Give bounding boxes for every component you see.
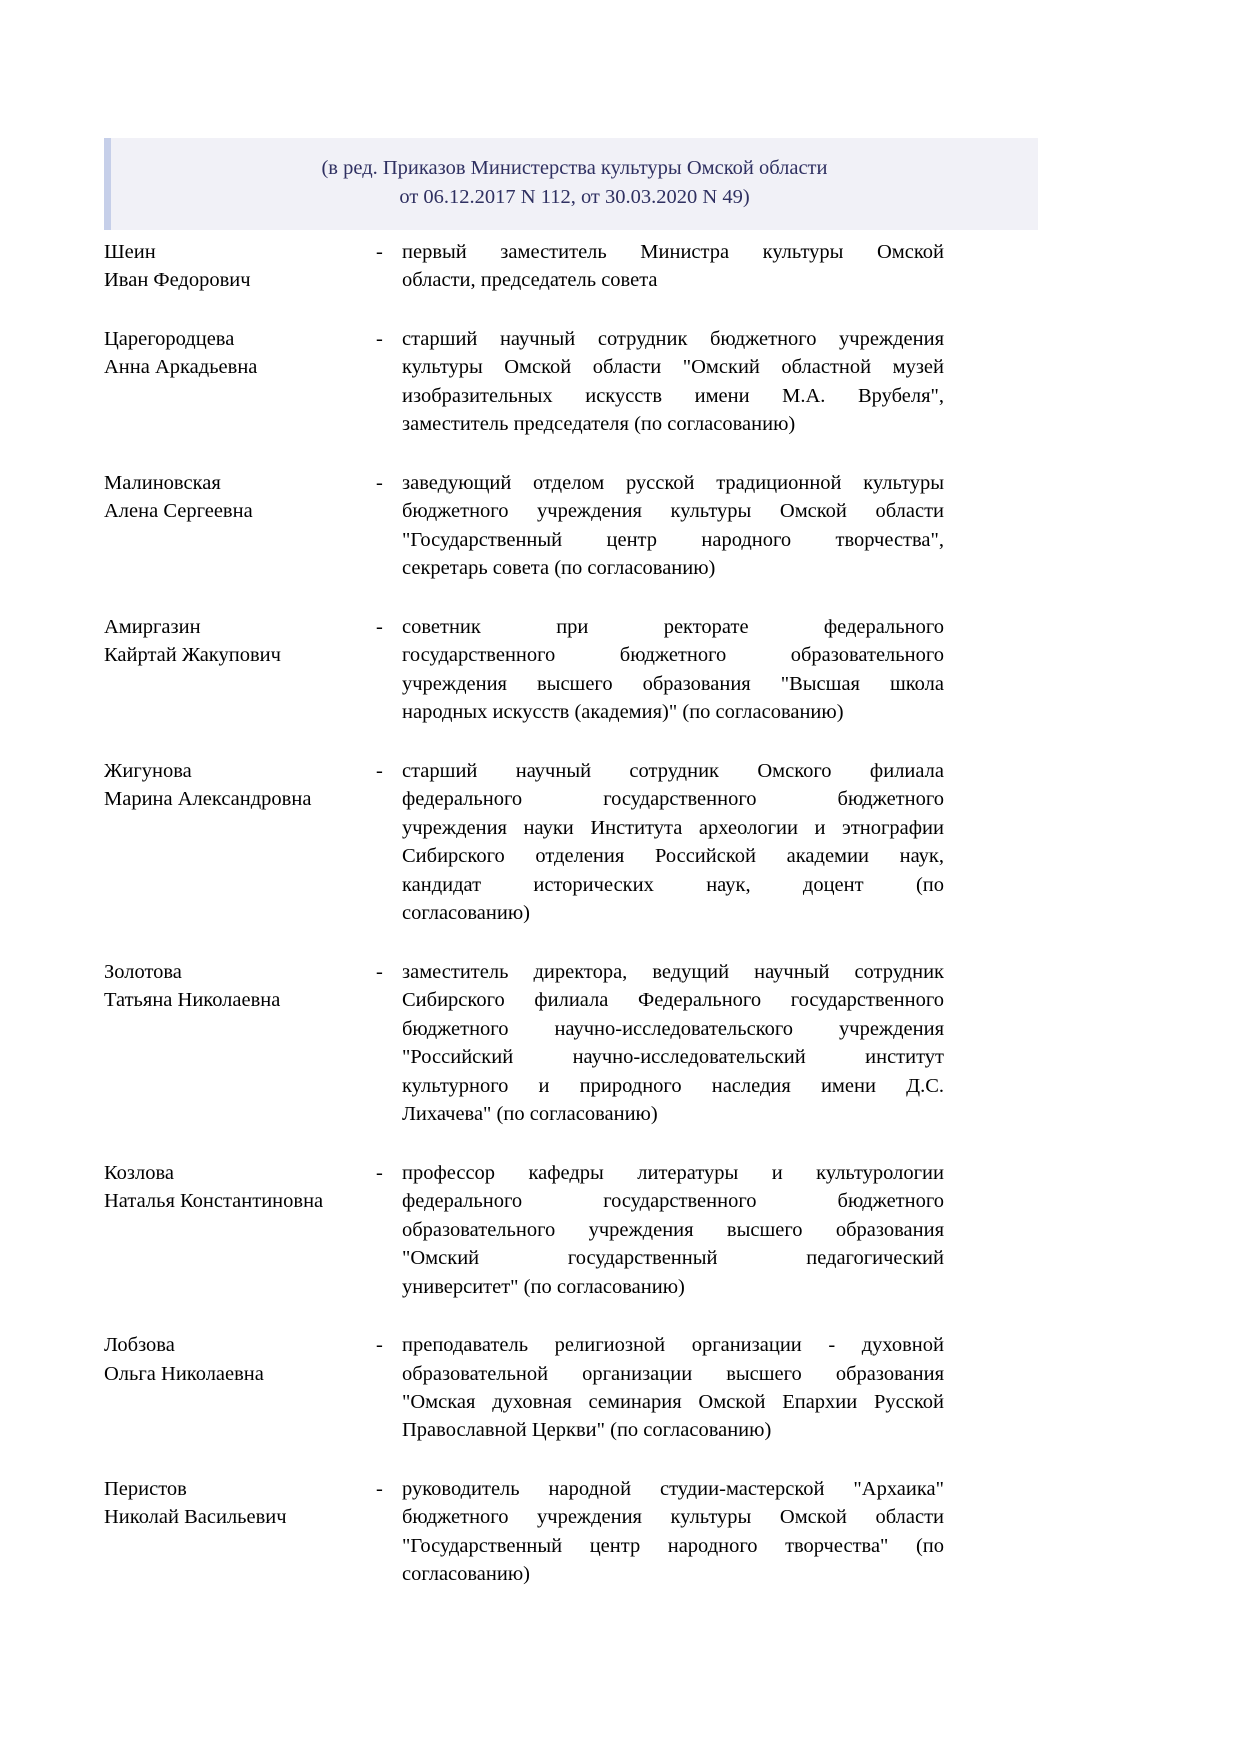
member-role-description bbox=[402, 613, 944, 727]
description-line: Сибирского филиала Федерального государственного bbox=[402, 989, 944, 1012]
description-line: согласованию) bbox=[402, 1563, 530, 1586]
description-line: народных искусств (академия)" (по согласованию) bbox=[402, 701, 844, 724]
member-surname: Жигунова bbox=[104, 759, 192, 782]
description-line: образовательной организации высшего образования bbox=[402, 1362, 944, 1385]
description-line: бюджетного учреждения культуры Омской области bbox=[402, 500, 944, 523]
description-line: федерального государственного бюджетного bbox=[402, 788, 944, 811]
member-role-description bbox=[402, 1331, 944, 1445]
description-line: "Омский государственный педагогический bbox=[402, 1247, 944, 1270]
description-line: "Государственный центр народного творчества", bbox=[402, 528, 944, 551]
member-given-name: Кайртай Жакупович bbox=[104, 644, 281, 667]
member-role-description bbox=[402, 325, 944, 439]
member-surname: Царегородцева bbox=[104, 327, 235, 350]
member-name bbox=[104, 238, 372, 295]
member-name bbox=[104, 469, 372, 526]
amendment-note-box bbox=[104, 138, 1038, 230]
description-line: заведующий отделом русской традиционной культуры bbox=[402, 471, 944, 494]
description-line: "Государственный центр народного творчества" (по bbox=[402, 1534, 944, 1557]
member-name bbox=[104, 757, 372, 814]
member-surname: Малиновская bbox=[104, 471, 221, 494]
description-line: старший научный сотрудник Омского филиала bbox=[402, 759, 944, 782]
description-line: профессор кафедры литературы и культурологии bbox=[402, 1161, 944, 1184]
roster-entry bbox=[104, 1331, 944, 1445]
description-line: "Российский научно-исследовательский институт bbox=[402, 1046, 944, 1069]
member-role-description bbox=[402, 757, 944, 928]
member-given-name: Марина Александровна bbox=[104, 788, 312, 811]
description-line: руководитель народной студии-мастерской "Архаика" bbox=[402, 1477, 944, 1500]
member-name bbox=[104, 613, 372, 670]
description-line: секретарь совета (по согласованию) bbox=[402, 557, 716, 580]
member-given-name: Ольга Николаевна bbox=[104, 1362, 264, 1385]
member-name bbox=[104, 325, 372, 382]
description-line: учреждения высшего образования "Высшая школа bbox=[402, 672, 944, 695]
member-name bbox=[104, 1331, 372, 1388]
member-role-description bbox=[402, 1159, 944, 1301]
member-role-description bbox=[402, 469, 944, 583]
roster-entry bbox=[104, 1159, 944, 1301]
name-description-separator: - bbox=[376, 1334, 383, 1357]
description-line: согласованию) bbox=[402, 902, 530, 925]
description-line: области, председатель совета bbox=[402, 269, 658, 292]
member-surname: Козлова bbox=[104, 1161, 174, 1184]
amendment-note-line-2: от 06.12.2017 N 112, от 30.03.2020 N 49) bbox=[399, 186, 750, 209]
name-description-separator: - bbox=[376, 1477, 383, 1500]
name-description-separator: - bbox=[376, 759, 383, 782]
member-role-description bbox=[402, 238, 944, 295]
description-line: федерального государственного бюджетного bbox=[402, 1190, 944, 1213]
member-given-name: Иван Федорович bbox=[104, 269, 251, 292]
amendment-note-line-1: (в ред. Приказов Министерства культуры Омской области bbox=[321, 157, 828, 179]
member-surname: Амиргазин bbox=[104, 615, 201, 638]
member-name bbox=[104, 958, 372, 1015]
member-surname: Лобзова bbox=[104, 1334, 175, 1357]
name-description-separator: - bbox=[376, 1161, 383, 1184]
name-description-separator: - bbox=[376, 471, 383, 494]
member-given-name: Николай Васильевич bbox=[104, 1506, 287, 1529]
roster-entry bbox=[104, 325, 944, 439]
description-line: Лихачева" (по согласованию) bbox=[402, 1103, 658, 1126]
description-line: культурного и природного наследия имени Д.С. bbox=[402, 1074, 944, 1097]
description-line: государственного бюджетного образовательного bbox=[402, 644, 944, 667]
name-description-separator: - bbox=[376, 960, 383, 983]
member-surname: Шеин bbox=[104, 241, 156, 263]
name-description-separator: - bbox=[376, 615, 383, 638]
member-given-name: Анна Аркадьевна bbox=[104, 356, 258, 379]
member-name bbox=[104, 1159, 372, 1216]
description-line: культуры Омской области "Омский областной музей bbox=[402, 356, 944, 379]
council-members-roster bbox=[104, 238, 944, 1589]
member-surname: Перистов bbox=[104, 1477, 187, 1500]
roster-entry bbox=[104, 958, 944, 1129]
name-description-separator: - bbox=[376, 241, 383, 263]
description-line: бюджетного научно-исследовательского учреждения bbox=[402, 1017, 944, 1040]
description-line: первый заместитель Министра культуры Омской bbox=[402, 241, 944, 263]
description-line: заместитель председателя (по согласованию) bbox=[402, 413, 796, 436]
description-line: кандидат исторических наук, доцент (по bbox=[402, 873, 944, 896]
description-line: советник при ректорате федерального bbox=[402, 615, 944, 638]
roster-entry bbox=[104, 1475, 944, 1589]
description-line: изобразительных искусств имени М.А. Врубеля", bbox=[402, 384, 944, 407]
description-line: университет" (по согласованию) bbox=[402, 1275, 685, 1298]
roster-entry bbox=[104, 469, 944, 583]
roster-entry bbox=[104, 757, 944, 928]
member-role-description bbox=[402, 1475, 944, 1589]
member-given-name: Алена Сергеевна bbox=[104, 500, 253, 523]
member-role-description bbox=[402, 958, 944, 1129]
name-description-separator: - bbox=[376, 327, 383, 350]
roster-entry bbox=[104, 238, 944, 295]
description-line: учреждения науки Института археологии и этнографии bbox=[402, 816, 944, 839]
member-name bbox=[104, 1475, 372, 1532]
member-given-name: Татьяна Николаевна bbox=[104, 989, 281, 1012]
member-surname: Золотова bbox=[104, 960, 182, 983]
roster-entry bbox=[104, 613, 944, 727]
description-line: бюджетного учреждения культуры Омской области bbox=[402, 1506, 944, 1529]
description-line: старший научный сотрудник бюджетного учреждения bbox=[402, 327, 944, 350]
description-line: Сибирского отделения Российской академии наук, bbox=[402, 845, 944, 868]
description-line: заместитель директора, ведущий научный сотрудник bbox=[402, 960, 944, 983]
description-line: "Омская духовная семинария Омской Епархии Русской bbox=[402, 1390, 944, 1413]
member-given-name: Наталья Константиновна bbox=[104, 1190, 324, 1213]
description-line: преподаватель религиозной организации - духовной bbox=[402, 1334, 944, 1357]
description-line: Православной Церкви" (по согласованию) bbox=[402, 1419, 772, 1442]
description-line: образовательного учреждения высшего образования bbox=[402, 1218, 944, 1241]
